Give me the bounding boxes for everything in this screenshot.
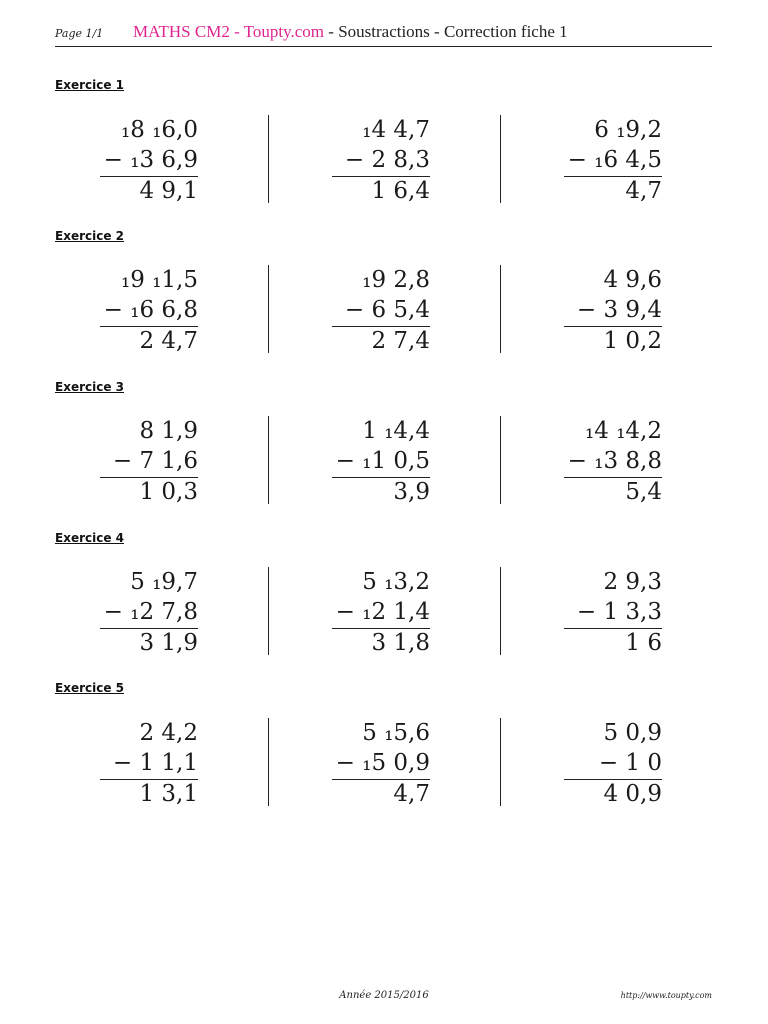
difference: 3,9 (393, 479, 430, 505)
minuend: 5 ₁3,2 (362, 569, 430, 595)
result-line (564, 628, 662, 629)
column-separator (500, 115, 501, 203)
result-line (332, 477, 430, 478)
difference: 1 6 (625, 630, 662, 656)
result-line (332, 779, 430, 780)
difference: 1 6,4 (371, 178, 430, 204)
difference: 4 9,1 (139, 178, 198, 204)
subtraction-problem (58, 115, 198, 205)
subtraction-problem (58, 265, 198, 355)
minuend: 2 4,2 (139, 720, 198, 746)
difference: 5,4 (625, 479, 662, 505)
difference: 1 0,3 (139, 479, 198, 505)
difference: 4,7 (625, 178, 662, 204)
result-line (100, 477, 198, 478)
subtraction-problem (290, 416, 430, 506)
subtraction-problem (290, 265, 430, 355)
subtrahend: − ₁2 1,4 (335, 599, 430, 625)
subtrahend: − ₁2 7,8 (103, 599, 198, 625)
result-line (100, 326, 198, 327)
minuend: 5 ₁5,6 (362, 720, 430, 746)
subtrahend: − 2 8,3 (344, 147, 430, 173)
result-line (564, 326, 662, 327)
result-line (100, 779, 198, 780)
exercise-title: Exercice 3 (55, 380, 124, 394)
minuend: ₁9 2,8 (362, 267, 430, 293)
footer-year: Année 2015/2016 (339, 990, 429, 1001)
minuend: ₁8 ₁6,0 (121, 117, 198, 143)
subtrahend: − ₁3 6,9 (103, 147, 198, 173)
site-title: MATHS CM2 - Toupty.com (133, 22, 325, 41)
column-separator (268, 416, 269, 504)
difference: 2 7,4 (371, 328, 430, 354)
subtrahend: − 1 1,1 (112, 750, 198, 776)
minuend: 8 1,9 (139, 418, 198, 444)
page-title (133, 22, 568, 42)
difference: 3 1,8 (371, 630, 430, 656)
minuend: 5 ₁9,7 (130, 569, 198, 595)
result-line (100, 628, 198, 629)
column-separator (268, 115, 269, 203)
subtraction-problem (290, 718, 430, 808)
difference: 4 0,9 (603, 781, 662, 807)
subtrahend: − ₁5 0,9 (335, 750, 430, 776)
column-separator (500, 567, 501, 655)
difference: 2 4,7 (139, 328, 198, 354)
exercise-title: Exercice 1 (55, 78, 124, 92)
result-line (564, 176, 662, 177)
subtraction-problem (58, 718, 198, 808)
exercise-title: Exercice 5 (55, 681, 124, 695)
result-line (332, 176, 430, 177)
column-separator (500, 416, 501, 504)
subtrahend: − ₁6 6,8 (103, 297, 198, 323)
subtraction-problem (522, 416, 662, 506)
result-line (332, 628, 430, 629)
exercise-title: Exercice 4 (55, 531, 124, 545)
subtrahend: − 1 3,3 (576, 599, 662, 625)
subtraction-problem (58, 416, 198, 506)
subtrahend: − ₁3 8,8 (567, 448, 662, 474)
subtraction-problem (522, 567, 662, 657)
subtraction-problem (522, 718, 662, 808)
column-separator (268, 265, 269, 353)
result-line (564, 477, 662, 478)
minuend: 1 ₁4,4 (362, 418, 430, 444)
column-separator (500, 718, 501, 806)
subtraction-problem (290, 115, 430, 205)
subtraction-problem (58, 567, 198, 657)
minuend: ₁9 ₁1,5 (121, 267, 198, 293)
result-line (332, 326, 430, 327)
minuend: 6 ₁9,2 (594, 117, 662, 143)
minuend: 4 9,6 (603, 267, 662, 293)
subtrahend: − 7 1,6 (112, 448, 198, 474)
subtraction-problem (522, 265, 662, 355)
subtrahend: − ₁1 0,5 (335, 448, 430, 474)
difference: 3 1,9 (139, 630, 198, 656)
page-number: Page 1/1 (55, 27, 104, 40)
column-separator (500, 265, 501, 353)
subtrahend: − 6 5,4 (344, 297, 430, 323)
result-line (100, 176, 198, 177)
subtrahend: − 1 0 (598, 750, 662, 776)
footer-url: http://www.toupty.com (620, 991, 712, 1000)
subtraction-problem (290, 567, 430, 657)
difference: 4,7 (393, 781, 430, 807)
subtrahend: − 3 9,4 (576, 297, 662, 323)
subtraction-problem (522, 115, 662, 205)
column-separator (268, 567, 269, 655)
column-separator (268, 718, 269, 806)
difference: 1 3,1 (139, 781, 198, 807)
difference: 1 0,2 (603, 328, 662, 354)
page-header (55, 20, 712, 47)
minuend: ₁4 4,7 (362, 117, 430, 143)
result-line (564, 779, 662, 780)
worksheet-title: - Soustractions - Correction fiche 1 (324, 22, 568, 41)
minuend: 5 0,9 (603, 720, 662, 746)
subtrahend: − ₁6 4,5 (567, 147, 662, 173)
minuend: ₁4 ₁4,2 (585, 418, 662, 444)
minuend: 2 9,3 (603, 569, 662, 595)
exercise-title: Exercice 2 (55, 229, 124, 243)
